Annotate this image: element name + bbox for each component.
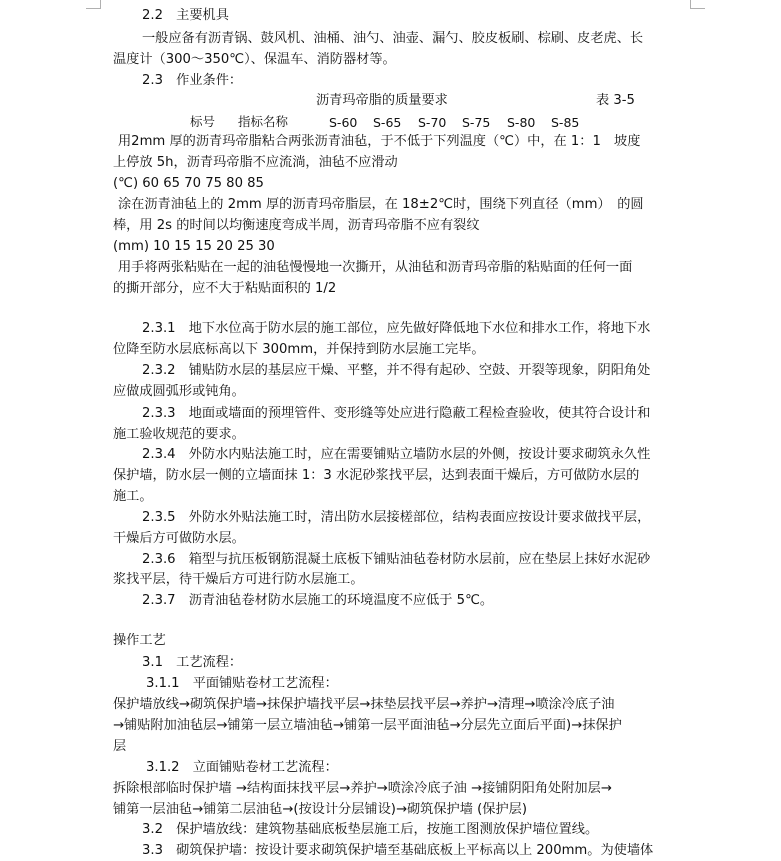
page-corner-mark-left xyxy=(86,0,101,9)
clause-2-3-1-line1: 2.3.1 地下水位高于防水层的施工部位，应先做好降低地下水位和排水工作，将地下水 xyxy=(142,321,651,336)
clause-2-3-3-line2: 施工验收规范的要求。 xyxy=(113,427,245,442)
clause-2-3-7: 2.3.7 沥青油毡卷材防水层施工的环境温度不应低于 5℃。 xyxy=(142,593,494,608)
section-3-1-1-heading: 3.1.1 平面铺贴卷材工艺流程： xyxy=(146,676,338,691)
table-title: 沥青玛帝脂的质量要求 xyxy=(316,93,448,108)
table-row2-line2: 棒，用 2s 的时间以均衡速度弯成半周，沥青玛帝脂不应有裂纹 xyxy=(113,218,480,233)
table-number: 表 3-5 xyxy=(596,93,635,108)
section-2-2-heading: 2.2 主要机具 xyxy=(142,8,229,23)
table-row1-values: (℃) 60 65 70 75 80 85 xyxy=(113,176,264,191)
table-header-grade: 标号 xyxy=(190,114,216,129)
table-header-s75: S-75 xyxy=(462,115,491,130)
table-header-s65: S-65 xyxy=(373,115,402,130)
flow1-line3: 层 xyxy=(113,739,127,754)
flow2-line1: 拆除根部临时保护墙 →结构面抹找平层→养护→喷涂冷底子油 →接铺阴阳角处附加层→ xyxy=(113,781,612,796)
clause-2-3-5-line1: 2.3.5 外防水外贴法施工时，清出防水层接槎部位，结构表面应按设计要求做找平层， xyxy=(142,510,651,525)
table-header-indicator: 指标名称 xyxy=(238,114,289,129)
table-row2-line1: 涂在沥青油毡上的 2mm 厚的沥青玛帝脂层，在 18±2℃时，围绕下列直径（mm） 的圆 xyxy=(118,197,644,212)
clause-2-3-4-line1: 2.3.4 外防水内贴法施工时，应在需要铺贴立墙防水层的外侧，按设计要求砌筑永久性 xyxy=(142,447,651,462)
clause-2-3-6-line2: 浆找平层，待干燥后方可进行防水层施工。 xyxy=(113,572,364,587)
table-row3-line2: 的撕开部分，应不大于粘贴面积的 1/2 xyxy=(113,281,337,296)
clause-2-3-4-line3: 施工。 xyxy=(113,489,153,504)
flow1-line1: 保护墙放线→砌筑保护墙→抹保护墙找平层→抹垫层找平层→养护→清理→喷涂冷底子油 xyxy=(113,697,615,712)
section-3-heading: 操作工艺 xyxy=(113,633,166,648)
section-3-1-heading: 3.1 工艺流程： xyxy=(142,655,243,670)
section-2-2-body-line1: 一般应备有沥青锅、鼓风机、油桶、油勺、油壶、漏勺、胶皮板刷、棕刷、皮老虎、长 xyxy=(142,31,644,46)
clause-2-3-3-line1: 2.3.3 地面或墙面的预埋管件、变形缝等处应进行隐蔽工程检查验收，使其符合设计和 xyxy=(142,406,651,421)
section-3-2: 3.2 保护墙放线：建筑物基础底板垫层施工后，按施工图测放保护墙位置线。 xyxy=(142,822,599,837)
flow2-line2: 铺第一层油毡→铺第二层油毡→(按设计分层铺设)→砌筑保护墙 (保护层) xyxy=(113,802,527,817)
table-row1-line1: 用2mm 厚的沥青玛帝脂粘合两张沥青油毡，于不低于下列温度（℃）中，在 1：1 坡度 xyxy=(118,134,641,149)
section-2-2-body-line2: 温度计（300～350℃）、保温车、消防器材等。 xyxy=(113,52,396,67)
page-corner-mark-right xyxy=(690,0,705,9)
table-header-s80: S-80 xyxy=(507,115,536,130)
clause-2-3-1-line2: 位降至防水层底标高以下 300mm，并保持到防水层施工完毕。 xyxy=(113,342,485,357)
table-row2-values: (mm) 10 15 15 20 25 30 xyxy=(113,239,275,254)
clause-2-3-5-line2: 干燥后方可做防水层。 xyxy=(113,531,245,546)
table-header-s85: S-85 xyxy=(551,115,580,130)
flow1-line2: →铺贴附加油毡层→铺第一层立墙油毡→铺第一层平面油毡→分层先立面后平面)→抹保护 xyxy=(113,718,622,733)
table-row1-line2: 上停放 5h，沥青玛帝脂不应流淌，油毡不应滑动 xyxy=(113,155,398,170)
table-header-s60: S-60 xyxy=(329,115,358,130)
section-3-3: 3.3 砌筑保护墙：按设计要求砌筑保护墙至基础底板上平标高以上 200mm。为使墙体 xyxy=(142,843,654,858)
table-header-s70: S-70 xyxy=(418,115,447,130)
clause-2-3-4-line2: 保护墙，防水层一侧的立墙面抹 1：3 水泥砂浆找平层，达到表面干燥后，方可做防水层的 xyxy=(113,468,640,483)
section-3-1-2-heading: 3.1.2 立面铺贴卷材工艺流程： xyxy=(146,760,338,775)
clause-2-3-2-line1: 2.3.2 铺贴防水层的基层应干燥、平整，并不得有起砂、空鼓、开裂等现象，阴阳角处 xyxy=(142,363,651,378)
clause-2-3-6-line1: 2.3.6 箱型与抗压板钢筋混凝土底板下铺贴油毡卷材防水层前，应在垫层上抹好水泥砂 xyxy=(142,552,651,567)
section-2-3-heading: 2.3 作业条件： xyxy=(142,73,243,88)
table-row3-line1: 用手将两张粘贴在一起的油毡慢慢地一次撕开，从油毡和沥青玛帝脂的粘贴面的任何一面 xyxy=(118,260,633,275)
clause-2-3-2-line2: 应做成圆弧形或钝角。 xyxy=(113,384,245,399)
